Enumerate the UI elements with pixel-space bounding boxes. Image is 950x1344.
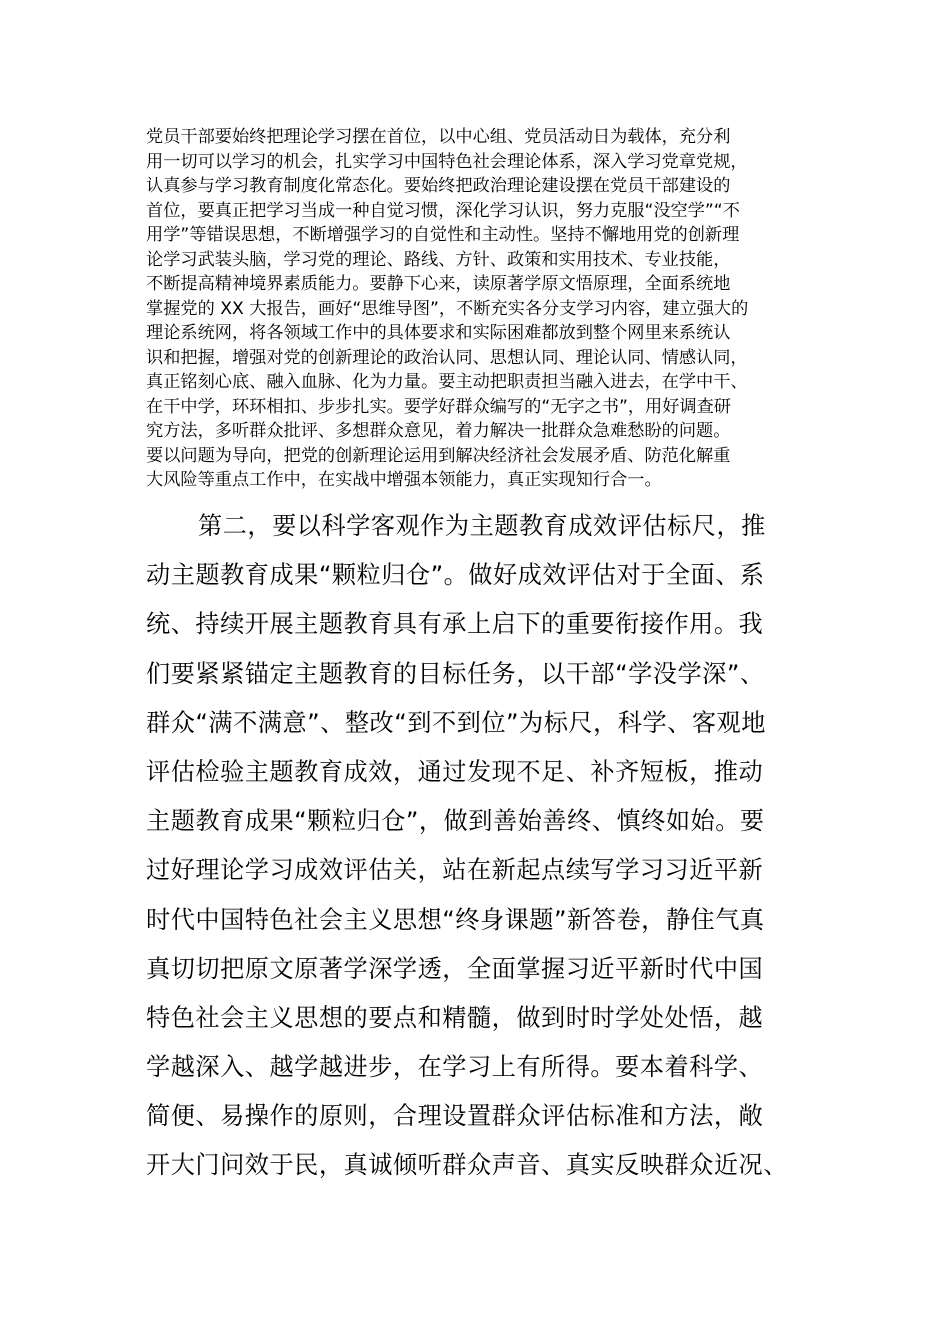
- paragraph-2-line: 评估检验主题教育成效，通过发现不足、补齐短板，推动: [146, 757, 764, 786]
- paragraph-1-line: 论学习武装头脑，学习党的理论、路线、方针、政策和实用技术、专业技能，: [146, 249, 731, 270]
- paragraph-1-line: 党员干部要始终把理论学习摆在首位，以中心组、党员活动日为载体，充分利: [146, 127, 731, 147]
- paragraph-1-line: 用学”等错误思想，不断增强学习的自觉性和主动性。坚持不懈地用党的创新理: [146, 225, 740, 245]
- paragraph-2-line: 真切切把原文原著学深学透，全面掌握习近平新时代中国: [146, 954, 764, 983]
- paragraph-2-line: 第二，要以科学客观作为主题教育成效评估标尺，推: [198, 512, 766, 540]
- paragraph-1-line: 真正铭刻心底、融入血脉、化为力量。要主动把职责担当融入进去，在学中干、: [146, 372, 748, 392]
- paragraph-2-line: 统、持续开展主题教育具有承上启下的重要衔接作用。我: [146, 610, 764, 639]
- paragraph-1-line: 掌握党的 XX 大报告，画好“思维导图”，不断充实各分支学习内容，建立强大的: [146, 298, 749, 319]
- paragraph-1: [146, 125, 818, 493]
- paragraph-1-line: 首位，要真正把学习当成一种自觉习惯，深化学习认识，努力克服“没空学”“不: [146, 200, 740, 221]
- paragraph-2-line: 群众“满不满意”、整改“到不到位”为标尺，科学、客观地: [146, 708, 766, 737]
- paragraph-2-line: 特色社会主义思想的要点和精髓，做到时时学处处悟，越: [146, 1003, 764, 1032]
- paragraph-1-line: 究方法，多听群众批评、多想群众意见，着力解决一批群众急难愁盼的问题。: [146, 421, 731, 441]
- paragraph-2-line: 开大门问效于民，真诚倾听群众声音、真实反映群众近况、: [146, 1151, 788, 1180]
- paragraph-2-line: 动主题教育成果“颗粒归仓”。做好成效评估对于全面、系: [146, 561, 765, 590]
- paragraph-1-line: 理论系统网，将各领域工作中的具体要求和实际困难都放到整个网里来系统认: [146, 323, 731, 343]
- paragraph-1-line: 认真参与学习教育制度化常态化。要始终把政治理论建设摆在党员干部建设的: [146, 176, 731, 196]
- paragraph-2: [146, 502, 818, 1191]
- paragraph-1-line: 用一切可以学习的机会，扎实学习中国特色社会理论体系，深入学习党章党规，: [146, 151, 748, 172]
- paragraph-2-line: 时代中国特色社会主义思想“终身课题”新答卷，静住气真: [146, 905, 765, 934]
- paragraph-1-line: 不断提高精神境界素质能力。要静下心来，读原著学原文悟原理，全面系统地: [146, 274, 731, 294]
- paragraph-2-line: 们要紧紧锚定主题教育的目标任务，以干部“学没学深”、: [146, 659, 765, 688]
- paragraph-1-line: 大风险等重点工作中，在实战中增强本领能力，真正实现知行合一。: [146, 470, 662, 490]
- paragraph-2-line: 简便、易操作的原则，合理设置群众评估标准和方法，敞: [146, 1102, 764, 1131]
- paragraph-1-line: 要以问题为导向，把党的创新理论运用到解决经济社会发展矛盾、防范化解重: [146, 445, 731, 466]
- paragraph-1-line: 识和把握，增强对党的创新理论的政治认同、思想认同、理论认同、情感认同，: [146, 347, 748, 368]
- paragraph-1-line: 在干中学，环环相扣、步步扎实。要学好群众编写的“无字之书”，用好调查研: [146, 396, 731, 417]
- paragraph-2-line: 学越深入、越学越进步，在学习上有所得。要本着科学、: [146, 1053, 764, 1082]
- paragraph-2-line: 过好理论学习成效评估关，站在新起点续写学习习近平新: [146, 856, 764, 885]
- paragraph-2-line: 主题教育成果“颗粒归仓”，做到善始善终、慎终如始。要: [146, 807, 765, 836]
